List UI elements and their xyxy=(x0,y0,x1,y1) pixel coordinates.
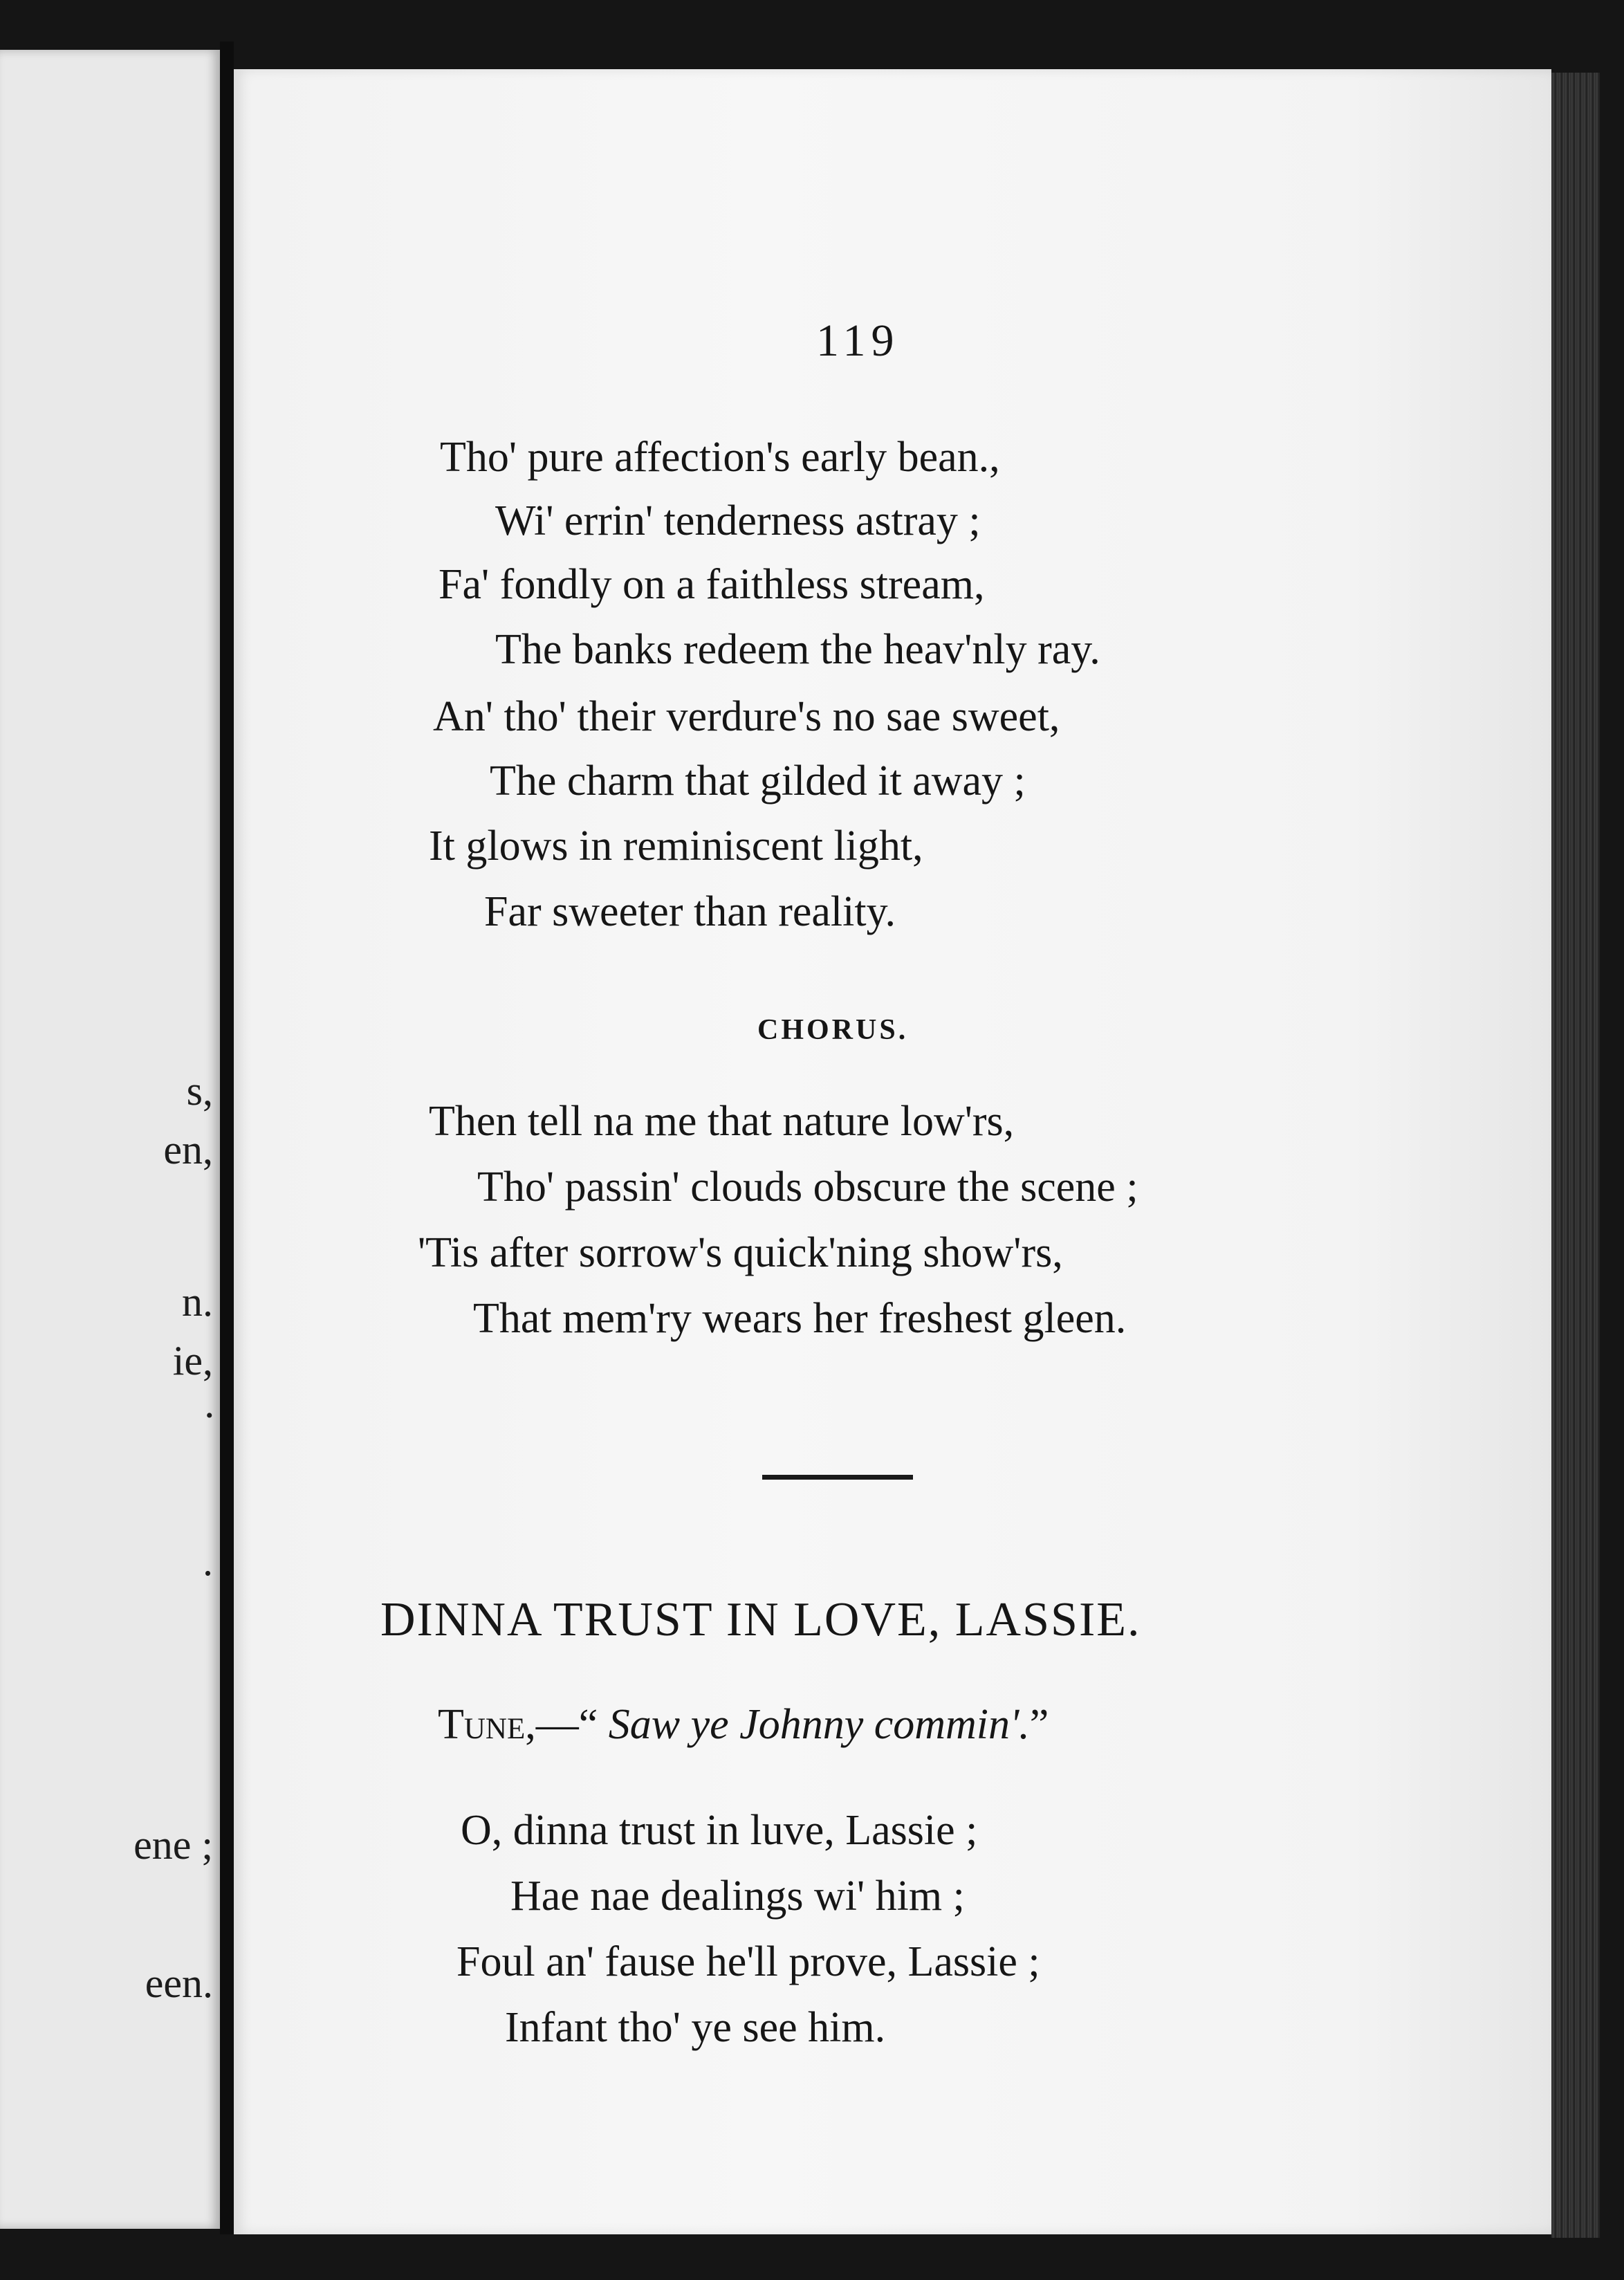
verse-line: The charm that gilded it away ; xyxy=(490,757,1026,805)
verse-line: Foul an' fause he'll prove, Lassie ; xyxy=(456,1938,1040,1985)
left-page-fragment: • xyxy=(205,1404,213,1427)
verse-line: Tho' pure affection's early bean., xyxy=(440,434,1000,481)
verse-line: Fa' fondly on a faithless stream, xyxy=(439,561,985,608)
page-number: 119 xyxy=(816,315,900,366)
verse-line: It glows in reminiscent light, xyxy=(429,822,923,870)
song-title: DINNA TRUST IN LOVE, LASSIE. xyxy=(380,1593,1141,1646)
chorus-line: Then tell na me that nature low'rs, xyxy=(429,1098,1015,1145)
chorus-line: 'Tis after sorrow's quick'ning show'rs, xyxy=(418,1229,1063,1276)
tune-label: Tune, xyxy=(438,1701,536,1748)
left-page-fragment: een. xyxy=(145,1960,213,2006)
chorus-label: CHORUS. xyxy=(757,1014,909,1046)
verse-line: Far sweeter than reality. xyxy=(484,888,896,935)
left-page-fragment: n. xyxy=(182,1279,213,1325)
verse-line: Hae nae dealings wi' him ; xyxy=(510,1873,965,1920)
left-page-fragment: en, xyxy=(163,1127,213,1173)
verse-line: The banks redeem the heav'nly ray. xyxy=(495,626,1100,673)
left-page-fragment: ene ; xyxy=(133,1822,213,1868)
verse-line: O, dinna trust in luve, Lassie ; xyxy=(461,1807,978,1854)
tune-dash: —“ xyxy=(535,1701,609,1748)
tune-close-quote: ” xyxy=(1029,1701,1049,1748)
tune-name: Saw ye Johnny commin'. xyxy=(608,1701,1030,1748)
verse-line: Wi' errin' tenderness astray ; xyxy=(495,497,981,544)
chorus-line: Tho' passin' clouds obscure the scene ; xyxy=(477,1164,1138,1211)
left-page-fragment: ie, xyxy=(172,1338,213,1383)
chorus-line: That mem'ry wears her freshest gleen. xyxy=(473,1295,1127,1342)
left-page-fragment: s, xyxy=(186,1068,213,1114)
left-page-fragment: . xyxy=(203,1538,213,1584)
verse-line: Infant tho' ye see him. xyxy=(505,2004,886,2051)
verse-line: An' tho' their verdure's no sae sweet, xyxy=(433,693,1060,740)
